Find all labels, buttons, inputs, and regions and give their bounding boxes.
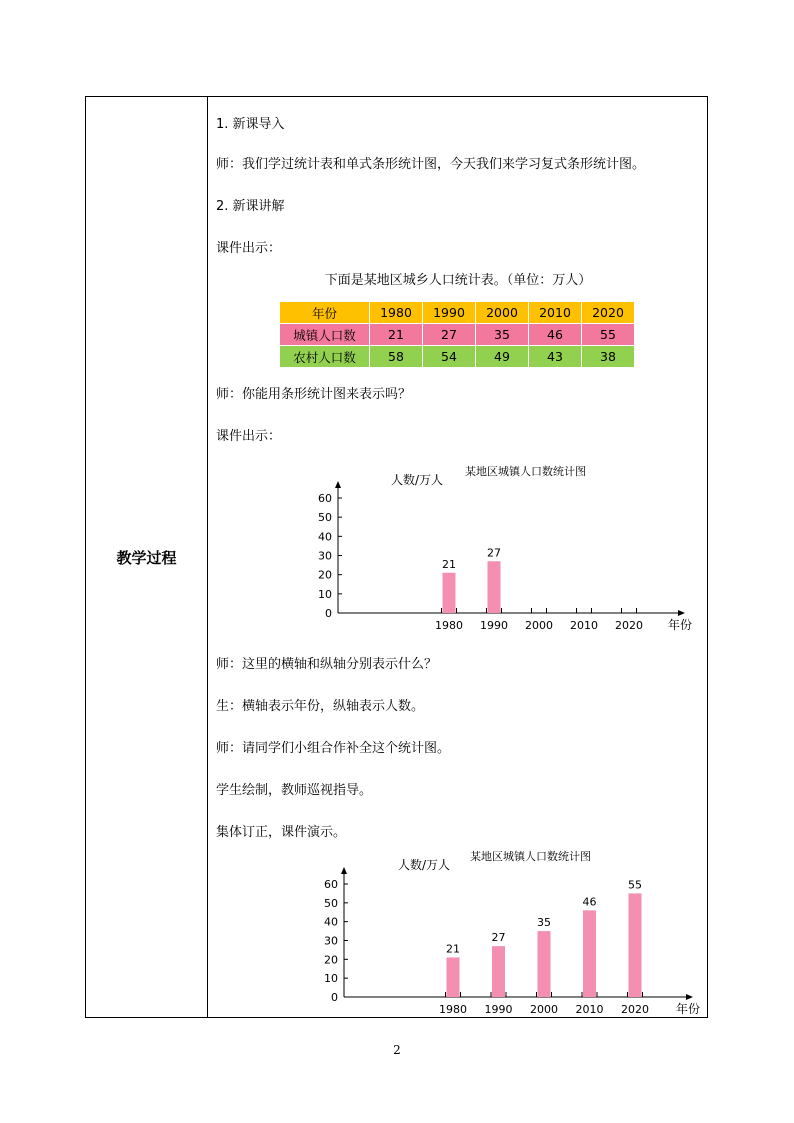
bar-chart-complete [208,849,708,1019]
text-line: 师：这里的横轴和纵轴分别表示什么？ [216,657,438,672]
x-tick-label: 2000 [530,1003,558,1016]
table-cell: 43 [529,346,582,368]
bar-value-label: 27 [491,931,506,945]
table-cell: 1990 [423,302,476,324]
table-cell: 35 [476,324,529,346]
population-table [279,301,635,368]
bar-value-label: 21 [442,557,456,571]
bar-value-label: 35 [537,916,551,930]
table-cell: 49 [476,346,529,368]
table-cell: 38 [582,346,635,368]
text-line: 课件出示： [216,241,282,256]
x-tick-label: 2000 [525,619,553,632]
y-axis-label: 人数/万人 [398,858,451,872]
y-tick-label: 50 [318,511,332,525]
x-tick-label: 2010 [570,619,598,632]
y-tick-label: 20 [318,568,332,582]
x-tick-label: 1980 [439,1003,467,1016]
x-tick-label: 1990 [480,619,508,632]
table-cell: 年份 [280,302,370,324]
table-cell: 55 [582,324,635,346]
bar [583,910,596,997]
y-axis-arrow [335,481,341,488]
bar-value-label: 27 [487,546,501,560]
bar [447,957,460,997]
lesson-table-frame [85,96,708,1018]
y-tick-label: 10 [318,587,332,601]
x-axis-label: 年份 [668,618,693,632]
text-line: 师：请同学们小组合作补全这个统计图。 [216,741,451,756]
text-line: 生：横轴表示年份，纵轴表示人数。 [216,699,425,714]
text-line: 师：我们学过统计表和单式条形统计图，今天我们来学习复式条形统计图。 [216,157,646,172]
text-line: 师：你能用条形统计图来表示吗？ [216,387,412,402]
section-label: 教学过程 [116,549,177,567]
bar-value-label: 46 [582,895,597,909]
table-cell: 2010 [529,302,582,324]
y-tick-label: 60 [324,878,338,891]
table-cell: 2020 [582,302,635,324]
table-cell: 21 [370,324,423,346]
table-cell: 2000 [476,302,529,324]
y-tick-label: 40 [318,530,332,544]
y-tick-label: 30 [324,934,338,948]
bar [443,573,456,613]
table-cell: 46 [529,324,582,346]
bar [629,893,642,997]
y-axis-arrow [341,867,347,874]
y-tick-label: 40 [324,915,338,929]
x-axis-arrow [678,610,685,616]
table-cell: 58 [370,346,423,368]
table-row-city [280,324,635,346]
bar [538,931,551,997]
x-tick-label: 1980 [435,619,463,632]
x-tick-label: 2010 [575,1003,604,1016]
text-line: 课件出示： [216,429,282,444]
bar-chart-partial [208,457,708,637]
text-line: 学生绘制，教师巡视指导。 [216,783,373,798]
y-tick-label: 20 [324,953,338,967]
y-axis-label: 人数/万人 [391,473,444,487]
chart-title: 某地区城镇人口数统计图 [465,465,586,478]
x-tick-label: 2020 [615,619,643,632]
table-cell: 农村人口数 [280,346,370,368]
table-cell: 城镇人口数 [280,324,370,346]
y-tick-label: 50 [324,896,338,910]
y-tick-label: 0 [331,991,338,1004]
y-tick-label: 0 [325,607,332,620]
bar-value-label: 21 [446,942,460,956]
bar [488,561,501,613]
text-line: 2. 新课讲解 [216,199,285,214]
table-header-row [280,302,635,324]
table-caption: 下面是某地区城乡人口统计表。（单位：万人） [324,273,592,288]
text-line: 1. 新课导入 [216,117,285,132]
y-tick-label: 60 [318,492,332,505]
table-cell: 54 [423,346,476,368]
y-tick-label: 30 [318,549,332,563]
text-line: 集体订正，课件演示。 [216,825,347,840]
table-row-rural [280,346,635,368]
table-cell: 1980 [370,302,423,324]
bar [492,946,505,997]
x-tick-label: 2020 [621,1003,649,1016]
x-tick-label: 1990 [484,1003,513,1016]
table-cell: 27 [423,324,476,346]
bar-value-label: 55 [628,878,642,892]
x-axis-label: 年份 [676,1002,701,1016]
x-axis-arrow [686,994,693,1000]
y-tick-label: 10 [324,972,338,986]
page-number: 2 [393,1043,401,1057]
chart-title: 某地区城镇人口数统计图 [470,850,591,863]
